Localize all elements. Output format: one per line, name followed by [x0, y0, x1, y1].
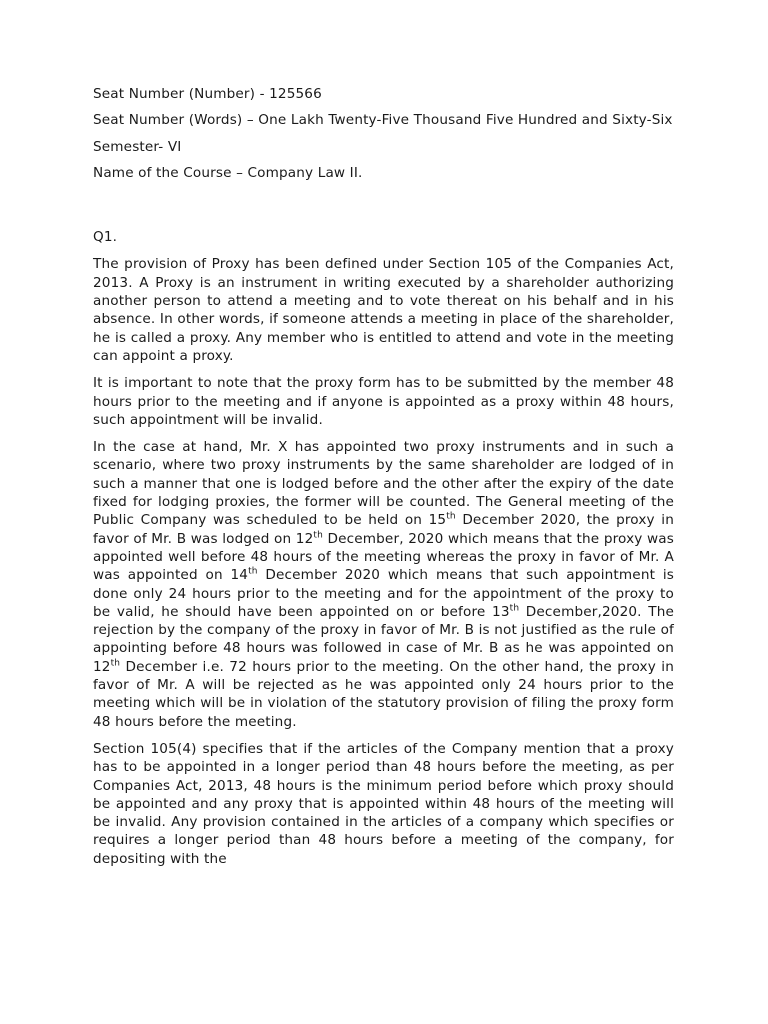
spacer	[93, 190, 674, 228]
ordinal-suffix: th	[110, 658, 121, 669]
semester-text: Semester- VI	[93, 138, 182, 155]
case-text-5: December,2020. The rejection by the company of the proxy in favor of Mr. B is not justified as the rule of appointing before 48 hours was followed in case of Mr. B as he was appointed on 12	[93, 603, 674, 675]
question-label: Q1.	[93, 229, 118, 246]
case-text-6: December i.e. 72 hours prior to the meeting. On the other hand, the proxy in favor of Mr. A will be rejected as he was appointed only 24 hours prior to the meeting which will be in violation of the statutory provision of filing the proxy form 48 hours before the meeting.	[93, 658, 674, 730]
paragraph-proxy-definition: The provision of Proxy has been defined under Section 105 of the Companies Act, 2013. A Proxy is an instrument in writing executed by a shareholder authorizing another person to attend a meeting and to vote thereat on his behalf and in his absence. In other words, if someone attends a meeting in place of the shareholder, he is called a proxy. Any member who is entitled to attend and vote in the meeting can appoint a proxy.	[93, 256, 674, 364]
case-text-3: December, 2020 which means that the proxy was appointed well before 48 hours of the meeting whereas the proxy in favor of Mr. A was appointed on 14	[93, 530, 674, 584]
ordinal-suffix: th	[509, 603, 520, 614]
document-page	[93, 85, 674, 877]
paragraph-proxy-deadline: It is important to note that the proxy form has to be submitted by the member 48 hours prior to the meeting and if anyone is appointed as a proxy within 48 hours, such appointment will be invalid.	[93, 375, 674, 428]
case-text-4: December 2020 which means that such appointment is done only 24 hours prior to the meeting and for the appointment of the proxy to be valid, he should have been appointed on or before 13	[93, 567, 674, 620]
ordinal-suffix: th	[313, 530, 323, 541]
ordinal-suffix: th	[248, 566, 258, 577]
paragraph-case-analysis	[93, 438, 674, 731]
course-name-text: Name of the Course – Company Law II.	[93, 164, 363, 181]
seat-number-words-text: Seat Number (Words) – One Lakh Twenty-Five Thousand Five Hundred and Sixty-Six	[93, 112, 673, 129]
case-text-2: December 2020, the proxy in favor of Mr. B was lodged on 12	[93, 512, 674, 547]
case-text-1: In the case at hand, Mr. X has appointed two proxy instruments and in such a scenario, where two proxy instruments by the same shareholder are lodged of in such a manner that one is lodged before and the other after the expiry of the date fixed for lodging proxies, the former will be counted. The General meeting of the Public Company was scheduled to be held on 15	[93, 439, 674, 529]
ordinal-suffix: th	[446, 511, 456, 522]
paragraph-section-105-4: Section 105(4) specifies that if the articles of the Company mention that a proxy has to be appointed in a longer period than 48 hours before the meeting, as per Companies Act, 2013, 48 hours is the minimum period before which proxy should be appointed and any proxy that is appointed within 48 hours of the meeting will be invalid. Any provision contained in the articles of a company which specifies or requires a longer period than 48 hours before a meeting of the company, for depositing with the	[93, 740, 674, 867]
seat-number-text: Seat Number (Number) - 125566	[93, 86, 322, 102]
